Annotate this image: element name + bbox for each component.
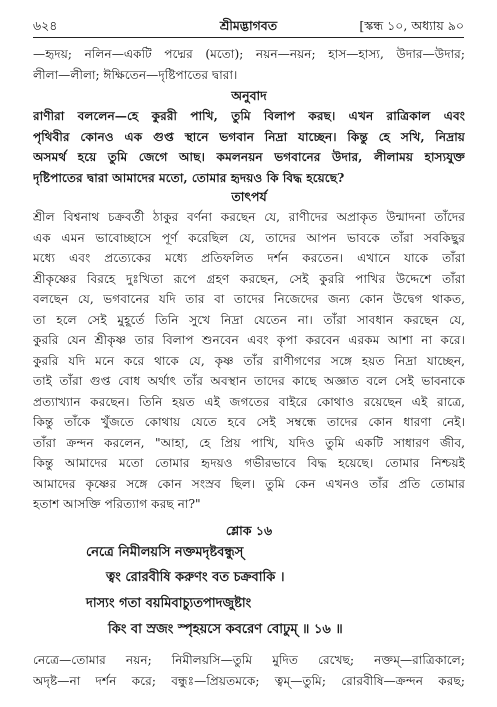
verse-line: দাস্যং গতা বয়মিবাচ্যুতপাদজুষ্টাং xyxy=(86,596,252,611)
header-rule xyxy=(33,37,464,38)
purport-text xyxy=(33,207,465,515)
purport-line: শ্রীল বিশ্বনাথ চক্রবর্তী ঠাকুর বর্ণনা করছেন যে, রাণীদের অপ্রাকৃত উন্মাদনা তাঁদের xyxy=(33,210,465,224)
page-header xyxy=(33,16,464,38)
book-title: শ্রীমদ্ভাগবত xyxy=(219,18,278,33)
purport-line: কিন্তু তাঁকে খুঁজতে কোথায় যেতে হবে সেই সম্বন্ধে তাদের কোন ধারণা নেই। xyxy=(33,415,465,429)
purport-heading: তাৎপর্য xyxy=(231,189,267,204)
purport-line: মধ্যে এবং প্রত্যেকের মধ্যে প্রতিফলিত দর্শন করতেন। এখানে যাকে তাঁরা xyxy=(33,251,465,265)
translation-line: অসমর্থ হয়ে তুমি জেগে আছ। কমলনয়ন ভগবানের উদার, লীলাময় হাস্যযুক্ত xyxy=(33,150,465,164)
translation-line: পৃথিবীর কোনও এক গুপ্ত স্থানে ভগবান নিদ্রা যাচ্ছেন। কিন্তু হে সখি, নিদ্রায় xyxy=(33,129,465,144)
verse-line: নেত্রে নিমীলয়সি নক্তমদৃষ্টবন্ধুস্ xyxy=(86,545,244,560)
purport-line: এক এমন ভাবোচ্ছাসে পূর্ণ করেছিল যে, তাদের আপন ভাবকে তাঁরা সবকিছুর xyxy=(33,230,465,245)
purport-line: শ্রীকৃষ্ণের বিরহে দুঃখিতা রূপে গ্রহণ করছেন, সেই কুররি পাখির উদ্দেশে তাঁরা xyxy=(33,271,465,286)
purport-line: কুররি যদি মনে করে থাকে যে, কৃষ্ণ তাঁর রাণীগণের সঙ্গে হয়ত নিদ্রা যাচ্ছেন, xyxy=(33,353,465,368)
synonym-line: —হৃদয়; নলিন—একটি পদ্মের (মতো); নয়ন—নয়ন; হাস—হাস্য, উদার—উদার; xyxy=(33,47,465,61)
purport-line: তা হলে সেই মুহূর্তে তিনি সুখে নিদ্রা যেতেন না। তাঁরা সাবধান করছেন যে, xyxy=(33,312,465,327)
purport-line: কুররি যেন শ্রীকৃষ্ণ তার বিলাপ শুনবেন এবং কৃপা করবেন এরকম আশা না করে। xyxy=(33,333,465,347)
synonym-line: নেত্রে—তোমার নয়ন; নিমীলয়সি—তুমি মুদিত রেখেছ; নক্তম্—রাত্রিকালে; xyxy=(33,653,465,667)
synonym-line: অদৃষ্ট—না দর্শন করে; বন্ধুঃ—প্রিয়তমকে; ত্বম্—তুমি; রোরবীষি—ক্রন্দন করছ; xyxy=(33,673,465,688)
synonym-line: লীলা—লীলা; ঈক্ষিতেন—দৃষ্টিপাতের দ্বারা। xyxy=(33,67,238,82)
purport-line: বলছেন যে, ভগবানের যদি তার বা তাদের নিজেদের জন্য কোন উদ্বেগ থাকত, xyxy=(33,292,465,306)
synonyms-top xyxy=(33,44,465,85)
purport-line: তাঁরা ক্রন্দন করলেন, "আহা, হে প্রিয় পাখি, যদিও তুমি একটি সাধারণ জীব, xyxy=(33,435,465,450)
purport-line: তাই তাঁরা গুপ্ত বোধ অর্থাৎ তাঁর অবস্থান তাদের কাছে অজ্ঞাত বলে সেই ভাবনাকে xyxy=(33,374,465,388)
purport-line: আমাদের কৃষ্ণের সঙ্গে কোন সংস্রব ছিল। তুমি কেন এখনও তাঁর প্রতি তোমার xyxy=(33,476,465,491)
verse-heading: শ্লোক ১৬ xyxy=(225,523,273,538)
page-number: ৬২৪ xyxy=(33,18,58,33)
purport-line: কিন্তু আমাদের মতো তোমার হৃদয়ও গভীরভাবে বিদ্ধ হয়েছে। তোমার নিশ্চয়ই xyxy=(33,456,465,470)
purport-line: হতাশ আসক্তি পরিত্যাগ করছ না?" xyxy=(33,497,201,511)
synonyms-bottom xyxy=(33,650,465,691)
translation-text xyxy=(33,106,465,188)
chapter-reference: [স্কন্ধ ১০, অধ্যায় ৯০ xyxy=(359,18,464,33)
translation-line: দৃষ্টিপাতের দ্বারা আমাদের মতো, তোমার হৃদয়ও কি বিদ্ধ হয়েছে? xyxy=(33,170,345,185)
purport-line: প্রত্যাখ্যান করছেন। তিনি হয়ত এই জগতের বাইরে কোথাও রয়েছেন এই রাত্রে, xyxy=(33,394,465,409)
translation-line: রাণীরা বললেন—হে কুররী পাখি, তুমি বিলাপ করছ। এখন রাত্রিকাল এবং xyxy=(33,109,465,123)
translation-heading: অনুবাদ xyxy=(231,88,267,103)
verse-line: কিং বা স্রজং স্পৃহয়সে কবরেণ বোঢুম্ ॥ ১৬ ॥ xyxy=(108,622,343,637)
verse-line: ত্বং রোরবীষি করুণং বত চক্রবাকি । xyxy=(106,570,285,585)
